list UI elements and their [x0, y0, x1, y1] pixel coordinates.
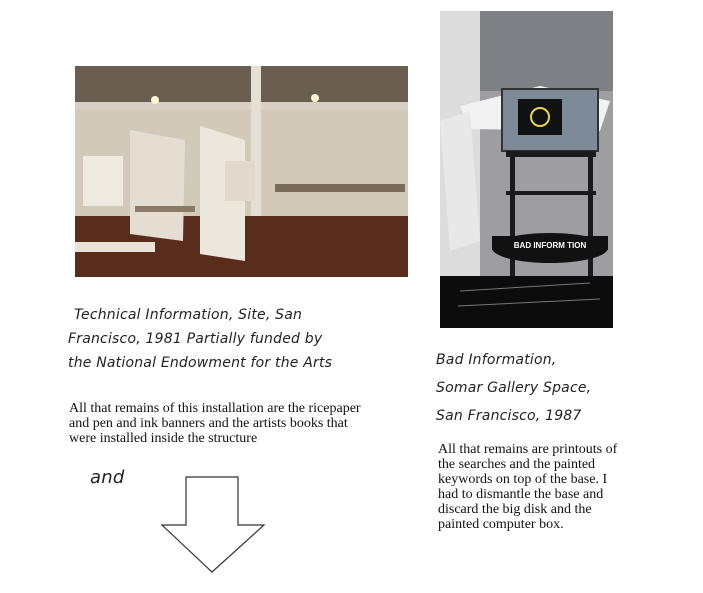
disk-label: BAD INFORM TION	[513, 241, 587, 250]
left-caption-line-2: Francisco, 1981 Partially funded by	[68, 331, 323, 347]
down-arrow-icon	[160, 476, 266, 574]
left-note: All that remains of this installation are the ricepaper and pen and ink banners and the artists books that were installed inside the structure	[69, 401, 361, 446]
left-caption-line-1: Technical Information, Site, San	[74, 307, 303, 323]
right-caption-line-2: Somar Gallery Space,	[436, 380, 592, 396]
right-caption-line-1: Bad Information,	[436, 352, 557, 368]
installation-photo-left	[75, 66, 408, 277]
right-caption	[436, 346, 636, 430]
installation-photo-right	[440, 11, 613, 328]
computer-stand-photo	[440, 11, 613, 328]
and-word: and	[90, 467, 125, 488]
right-caption-line-3: San Francisco, 1987	[436, 408, 582, 424]
left-caption-line-3: the National Endowment for the Arts	[68, 355, 333, 371]
left-caption	[68, 303, 398, 375]
gallery-photo	[75, 66, 408, 277]
right-note: All that remains are printouts of the searches and the painted keywords on top of the base. I had to dismantle the base and discard the big disk and the painted computer box.	[438, 442, 618, 532]
